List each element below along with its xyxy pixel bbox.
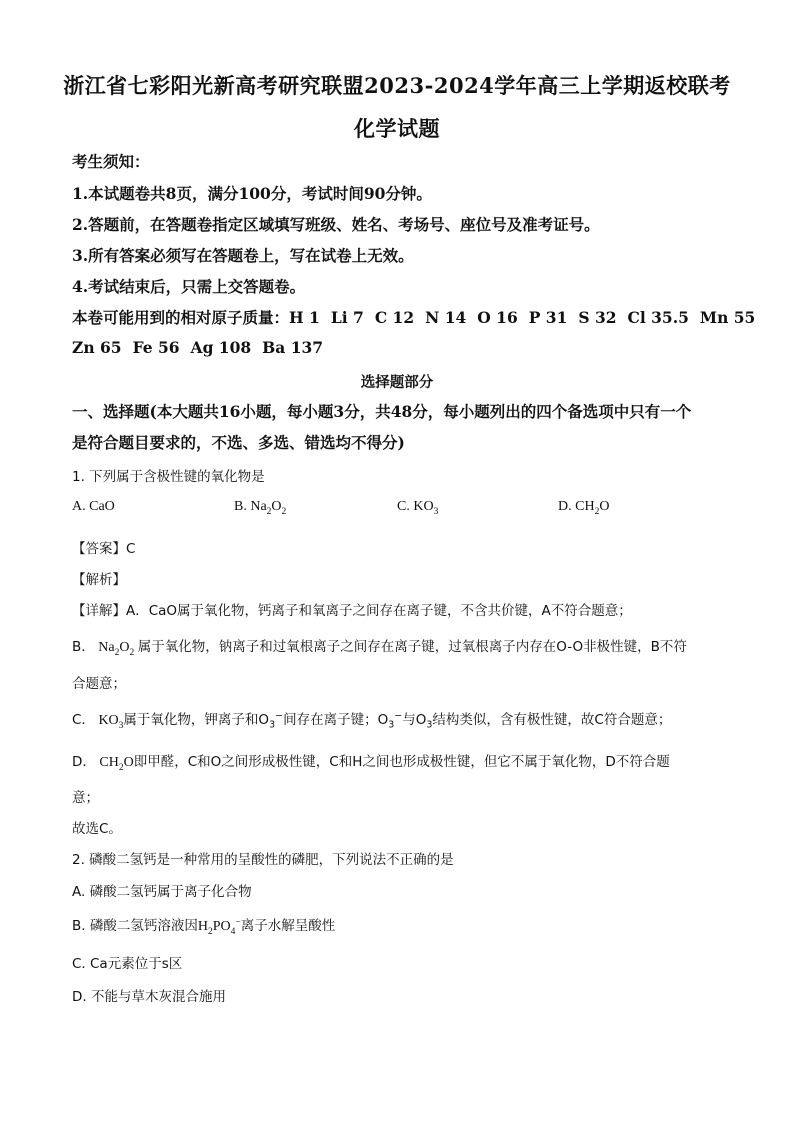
formula-ch2o: $CH_2O$ (575, 499, 610, 517)
mass-item: Ba 137 (262, 338, 324, 357)
q2-option-b (72, 914, 734, 937)
mass-item: Zn 65 (72, 338, 122, 357)
q1-conclusion: 故选C。 (72, 821, 122, 837)
option-text: 离子水解呈酸性 (240, 918, 336, 934)
notice-heading: 考生须知： (72, 152, 150, 171)
answer-tag: 【答案】 (72, 541, 126, 557)
detail-label: B． (72, 639, 95, 655)
q2-option-a: A. 磷酸二氢钙属于离子化合物 (72, 884, 252, 900)
notice-item-1: 1.本试题卷共8页，满分100分，考试时间90分钟。 (72, 184, 432, 203)
mass-item: C 12 (374, 308, 415, 327)
mass-item: Li 7 (330, 308, 364, 327)
q1-option-c (397, 499, 438, 517)
mass-item: Ag 108 (190, 338, 252, 357)
detail-text: A．CaO属于氧化物，钙离子和氧离子之间存在离子键，不含共价键，A不符合题意； (126, 603, 632, 619)
detail-text: 即甲醛，C和O之间形成极性键，C和H之间也形成极性键，但它不属于氧化物，D不符合题 (133, 754, 670, 770)
section-title: 选择题部分 (360, 374, 434, 391)
formula-ko3: $KO_3$ (413, 499, 439, 517)
mass-item: N 14 (425, 308, 467, 327)
q1-detail-b (72, 635, 734, 658)
mass-item: Fe 56 (132, 338, 180, 357)
option-label: C. (397, 499, 414, 514)
formula-ozonide-ion: $O_3^-$ (377, 710, 403, 731)
detail-label: C． (72, 712, 95, 728)
option-text: B. 磷酸二氢钙溶液因 (72, 918, 198, 934)
formula-dihydrogen-phosphate: $H_2PO_4^-$ (197, 917, 241, 937)
atomic-mass-label: 本卷可能用到的相对原子质量： (72, 308, 290, 327)
q1-analysis-tag: 【解析】 (72, 572, 126, 588)
mass-item: Mn 55 (699, 308, 756, 327)
mass-item: P 31 (528, 308, 568, 327)
mass-item: O 16 (477, 308, 518, 327)
formula-ko3: $KO_3$ (94, 713, 124, 731)
formula-ozonide-ion: $O_3^-$ (258, 710, 284, 731)
notice-item-3: 3.所有答案必须写在答题卷上，写在试卷上无效。 (72, 246, 414, 265)
option-label: A. (72, 499, 90, 514)
mass-item: S 32 (578, 308, 617, 327)
formula-na2o2: $Na_2O_2$ (94, 640, 135, 658)
question-1-stem: 1. 下列属于含极性键的氧化物是 (72, 469, 265, 485)
q2-option-d: D. 不能与草木灰混合施用 (72, 989, 226, 1005)
option-label: D. (558, 499, 576, 514)
q1-detail-c: C． $KO_3$属于氧化物，钾离子和$O_3^-$间存在离子键；$O_3^-$与$O_3$结构类似，含有极性键，故C符合题意； (72, 710, 672, 731)
q1-answer (72, 537, 734, 557)
q1-detail-d-cont: 意； (72, 790, 99, 806)
mass-item: H 1 (289, 308, 320, 327)
answer-value: C (126, 541, 136, 557)
q1-option-d (558, 499, 609, 517)
question-2-stem: 2. 磷酸二氢钙是一种常用的呈酸性的磷肥，下列说法不正确的是 (72, 852, 454, 868)
section-instruction-1: 一、选择题(本大题共16小题，每小题3分，共48分，每小题列出的四个备选项中只有一个 (72, 402, 692, 421)
notice-item-4: 4.考试结束后，只需上交答题卷。 (72, 277, 306, 296)
section-instruction-2: 是符合题目要求的，不选、多选、错选均不得分) (72, 433, 405, 452)
q1-detail-a (72, 599, 734, 619)
q1-detail-d (72, 750, 734, 773)
detail-text: 属于氧化物，钾离子和 (123, 712, 259, 728)
mass-item: Cl 35.5 (627, 308, 689, 327)
detail-tag: 【详解】 (72, 603, 126, 619)
q2-option-c: C. Ca元素位于s区 (72, 956, 183, 972)
detail-text: 与O (402, 712, 427, 728)
notice-item-2: 2.答题前，在答题卷指定区域填写班级、姓名、考场号、座位号及准考证号。 (72, 215, 600, 234)
atomic-mass-line-1 (72, 306, 756, 328)
detail-label: D． (72, 754, 96, 770)
q1-option-a (72, 499, 115, 515)
option-label: B. (234, 499, 251, 514)
exam-title: 浙江省七彩阳光新高考研究联盟2023-2024学年高三上学期返校联考 (63, 73, 731, 98)
atomic-mass-line-2 (72, 338, 734, 357)
exam-subject-title: 化学试题 (354, 116, 440, 141)
formula-na2o2: $Na_2O_2$ (250, 499, 287, 517)
detail-text: 结构类似，含有极性键，故C符合题意； (432, 712, 672, 728)
option-formula: CaO (89, 499, 115, 514)
q1-detail-b-cont: 合题意； (72, 676, 126, 692)
q1-option-b (234, 499, 286, 517)
detail-text: 间存在离子键； (283, 712, 378, 728)
formula-ch2o: $CH_2O$ (95, 755, 134, 773)
detail-text: 属于氧化物，钠离子和过氧根离子之间存在离子键，过氧根离子内存在O-O非极性键，B不符 (137, 639, 687, 655)
